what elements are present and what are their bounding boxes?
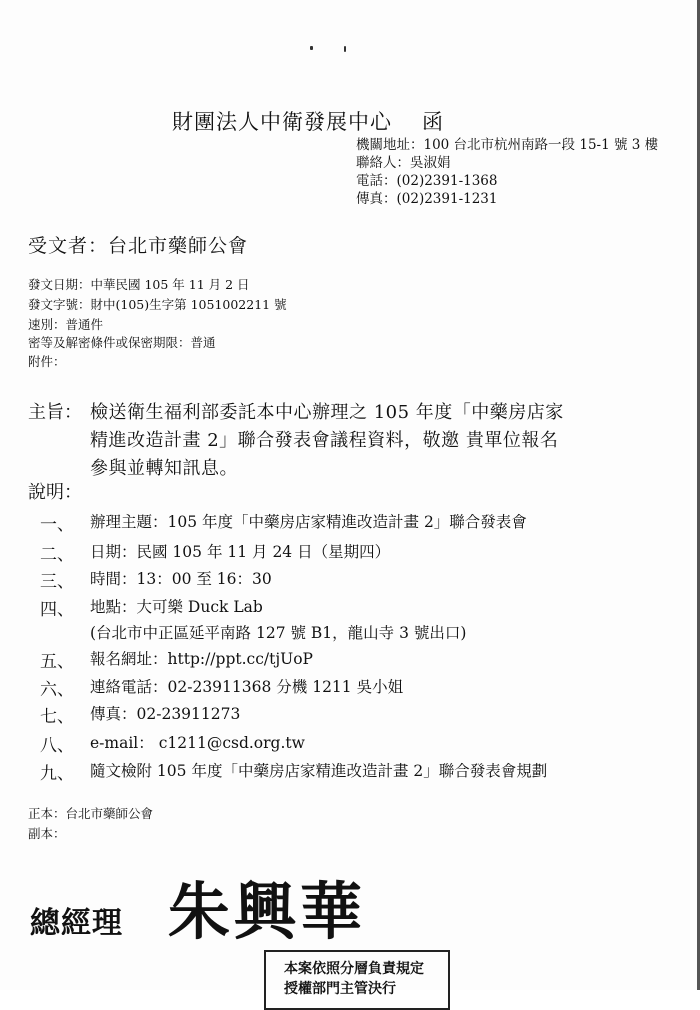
- explanation-item: [0, 647, 700, 672]
- fax-number: 傳真：(02)2391-1231: [356, 191, 498, 207]
- item-number: 九、: [40, 764, 74, 784]
- explanation-item: [0, 675, 700, 700]
- stamp-text: 授權部門主管決行: [284, 981, 396, 997]
- explanation-item: [0, 731, 700, 756]
- item-number: 四、: [40, 600, 74, 620]
- org-address: 機關地址：100 台北市杭州南路一段 15-1 號 3 樓: [356, 137, 659, 153]
- item-text: 時間：13：00 至 16：30: [90, 570, 272, 588]
- original-recipient: 正本：台北市藥師公會: [28, 806, 154, 821]
- issue-date: 發文日期：中華民國 105 年 11 月 2 日: [28, 277, 250, 292]
- explanation-item: [0, 759, 700, 784]
- delivery-speed: 速別：普通件: [28, 317, 104, 332]
- explanation-item: [0, 702, 700, 727]
- item-number: 六、: [40, 680, 74, 700]
- explanation-label: 說明：: [28, 482, 82, 503]
- subject-label: 主旨：: [28, 402, 82, 423]
- explanation-item: [0, 621, 700, 643]
- letter-title: [172, 106, 444, 136]
- item-number: 二、: [40, 545, 74, 565]
- security-level: 密等及解密條件或保密期限：普通: [28, 335, 216, 350]
- item-number: 三、: [40, 572, 74, 592]
- recipient: 受文者：台北市藥師公會: [28, 235, 249, 257]
- org-name: 財團法人中衛發展中心: [172, 110, 392, 134]
- item-text: 隨文檢附 105 年度「中藥房店家精進改造計畫 2」聯合發表會規劃: [90, 762, 548, 780]
- item-text: 連絡電話：02-23911368 分機 1211 吳小姐: [90, 678, 404, 696]
- item-number: 一、: [40, 515, 74, 535]
- explanation-item: [0, 510, 700, 535]
- subject-line: 檢送衛生福利部委託本中心辦理之 105 年度「中藥房店家: [90, 402, 564, 423]
- stamp-text: 本案依照分層負責規定: [284, 961, 424, 977]
- item-text: 報名網址：http://ppt.cc/tjUoP: [90, 650, 313, 668]
- explanation-item: [0, 567, 700, 592]
- item-text: e-mail： c1211@csd.org.tw: [90, 734, 305, 752]
- item-text: 辦理主題：105 年度「中藥房店家精進改造計畫 2」聯合發表會: [90, 513, 527, 531]
- attachment-label: 附件：: [28, 354, 66, 369]
- phone-number: 電話：(02)2391-1368: [356, 173, 498, 189]
- item-number: 五、: [40, 652, 74, 672]
- explanation-item: [0, 595, 700, 620]
- item-number: 八、: [40, 736, 74, 756]
- item-text: 日期：民國 105 年 11 月 24 日（星期四）: [90, 543, 391, 561]
- contact-person: 聯絡人：吳淑娟: [356, 155, 451, 171]
- authorization-stamp: [264, 950, 450, 1010]
- subject-line: 參與並轉知訊息。: [90, 458, 238, 479]
- copy-recipient: 副本：: [28, 826, 66, 841]
- item-text: 地點：大可樂 Duck Lab: [90, 598, 263, 616]
- doc-type: 函: [422, 110, 444, 134]
- subject-line: 精進改造計畫 2」聯合發表會議程資料，敬邀 貴單位報名: [90, 430, 559, 451]
- item-text: 傳真：02-23911273: [90, 705, 241, 723]
- explanation-item: [0, 540, 700, 565]
- item-text: (台北市中正區延平南路 127 號 B1，龍山寺 3 號出口): [90, 624, 467, 642]
- scan-speck: [310, 46, 313, 50]
- document-number: 發文字號：財中(105)生字第 1051002211 號: [28, 297, 287, 312]
- item-number: 七、: [40, 707, 74, 727]
- signatory-title: 總經理: [30, 906, 123, 941]
- scan-speck: [344, 46, 346, 52]
- signatory-name: 朱興華: [168, 875, 367, 948]
